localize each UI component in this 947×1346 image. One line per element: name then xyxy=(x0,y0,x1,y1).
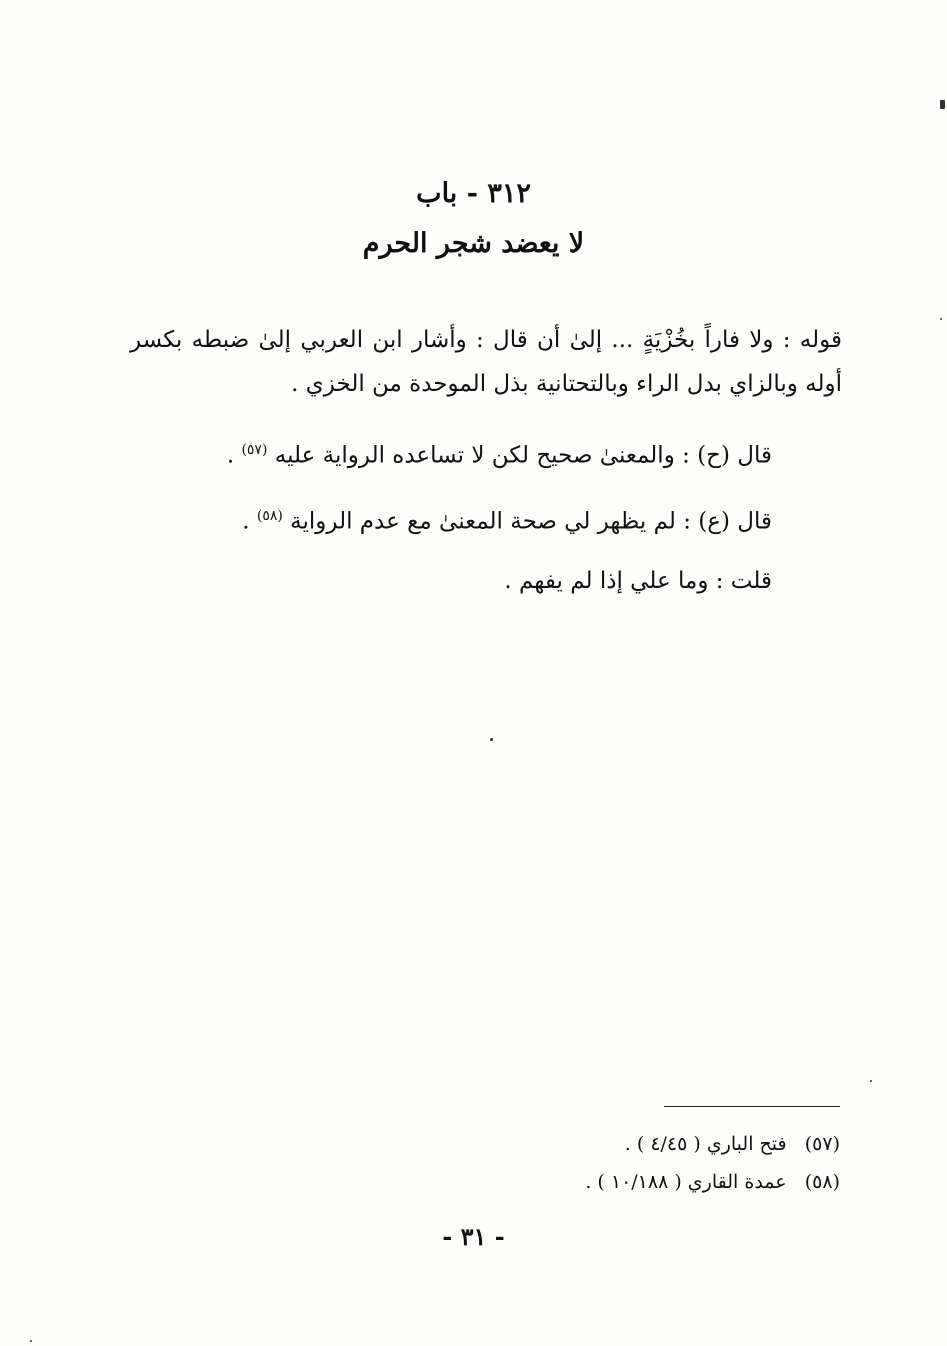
paragraph-a-text: قال (ع) : لم يظهر لي صحة المعنىٰ مع عدم الرواية xyxy=(290,508,772,535)
paragraph-h-text: قال (ح) : والمعنىٰ صحيح لكن لا تساعده الرواية عليه xyxy=(274,442,772,469)
scan-speck xyxy=(940,318,942,320)
body-text xyxy=(130,318,842,611)
paragraph-h xyxy=(130,420,842,486)
paragraph-a-end: . xyxy=(242,508,257,535)
chapter-number: ٣١٢ - باب xyxy=(416,178,531,209)
paragraph-q: قلت : وما علي إذا لم يفهم . xyxy=(504,568,772,595)
scan-speck xyxy=(30,1340,32,1342)
paragraph-main: قوله : ولا فاراً بخُزْيَةٍ ... إلىٰ أن قال : وأشار ابن العربي إلىٰ ضبطه بكسر أوله وبالزاي بدل الراء وبالتحتانية بذل الموحدة من الخزي . xyxy=(130,327,842,397)
footnote-text: عمدة القاري ( ١٠/١٨٨ ) . xyxy=(585,1171,787,1193)
footnote-ref-57: (٥٧) xyxy=(241,442,268,458)
footnote-57 xyxy=(400,1125,840,1163)
footnote-marker: (٥٧) xyxy=(804,1133,840,1155)
scan-speck xyxy=(870,1080,872,1082)
scan-speck xyxy=(490,738,493,741)
footnote-ref-58: (٥٨) xyxy=(256,507,283,524)
footnote-text: فتح الباري ( ٤/٤٥ ) . xyxy=(624,1133,787,1155)
footnotes xyxy=(400,1125,840,1201)
footnote-58 xyxy=(400,1163,840,1201)
paragraph-h-end: . xyxy=(226,442,242,469)
footnote-marker: (٥٨) xyxy=(804,1171,840,1193)
footnote-divider xyxy=(664,1106,840,1107)
page-number: - ٣١ - xyxy=(442,1222,505,1251)
scan-speck xyxy=(940,100,945,109)
paragraph-a xyxy=(130,486,842,552)
chapter-title: لا يعضد شجر الحرم xyxy=(362,228,585,259)
